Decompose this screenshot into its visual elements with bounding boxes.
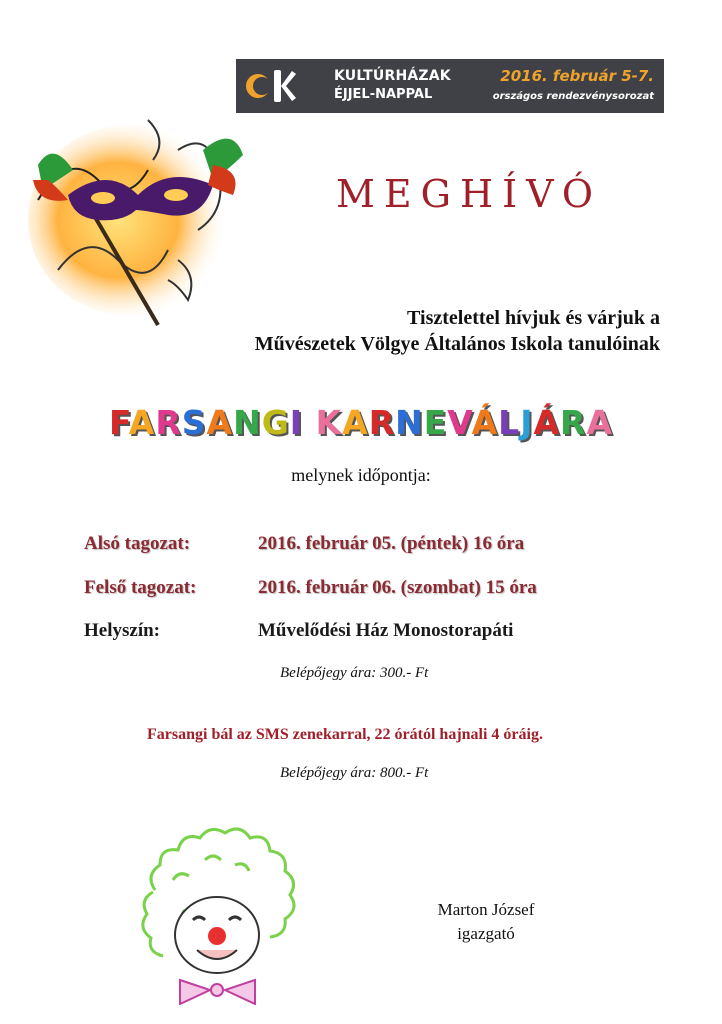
signature-block (400, 898, 572, 946)
schedule-venue (84, 620, 513, 642)
intro-line-2: Művészetek Völgye Általános Iskola tanulóinak (254, 333, 660, 355)
headline-letter (303, 403, 316, 442)
headline-letter: S (181, 403, 207, 442)
headline-letter: K (315, 403, 343, 442)
venue-label: Helyszín: (84, 620, 160, 641)
intro-text (140, 305, 660, 357)
lower-value: 2016. február 05. (péntek) 16 óra (258, 533, 525, 554)
headline-letter: I (289, 403, 304, 442)
ticket-price-ball: Belépőjegy ára: 800.- Ft (280, 765, 429, 781)
banner-subtitle: ÉJJEL-NAPPAL (334, 87, 433, 102)
signer-role: igazgató (457, 924, 515, 943)
schedule-upper (84, 577, 537, 599)
event-banner (236, 59, 664, 113)
banner-series: országos rendezvénysorozat (492, 91, 654, 102)
headline-letter: R (155, 403, 182, 442)
headline-letter: L (498, 403, 521, 442)
headline-letter: Á (471, 403, 499, 442)
schedule-lower (84, 533, 524, 555)
clown-illustration (125, 820, 310, 1005)
headline-letter: A (206, 403, 234, 442)
banner-date: 2016. február 5-7. (500, 67, 654, 85)
event-headline (0, 403, 722, 442)
headline-letter: N (395, 403, 424, 442)
intro-line-1: Tisztelettel hívjuk és várjuk a (407, 307, 660, 329)
headline-letter: A (128, 403, 156, 442)
invitation-title: MEGHÍVÓ (336, 172, 603, 216)
headline-letter: N (233, 403, 262, 442)
headline-letter: E (423, 403, 448, 442)
banner-brand: KULTÚRHÁZAK (334, 68, 451, 84)
headline-letter: V (447, 403, 472, 442)
headline-letter: F (109, 403, 129, 442)
ticket-price-carnival: Belépőjegy ára: 300.- Ft (280, 665, 429, 681)
headline-letter: J (520, 403, 534, 442)
headline-letter: R (368, 403, 396, 442)
upper-label: Felső tagozat: (84, 577, 197, 598)
carnival-mask-illustration (28, 110, 248, 330)
headline-letter: Á (533, 403, 561, 442)
headline-letter: R (560, 403, 587, 442)
signer-name: Marton József (437, 900, 535, 919)
lower-label: Alsó tagozat: (84, 533, 191, 554)
kulturhazak-logo-icon (244, 65, 296, 107)
ball-announcement: Farsangi bál az SMS zenekarral, 22 órától hajnali 4 óráig. (147, 726, 543, 743)
headline-letter: A (342, 403, 369, 442)
venue-value: Művelődési Ház Monostorapáti (258, 620, 514, 641)
headline-letter: G (261, 403, 290, 442)
time-intro: melynek időpontja: (291, 465, 431, 485)
headline-letter: A (586, 403, 613, 442)
upper-value: 2016. február 06. (szombat) 15 óra (258, 577, 537, 598)
